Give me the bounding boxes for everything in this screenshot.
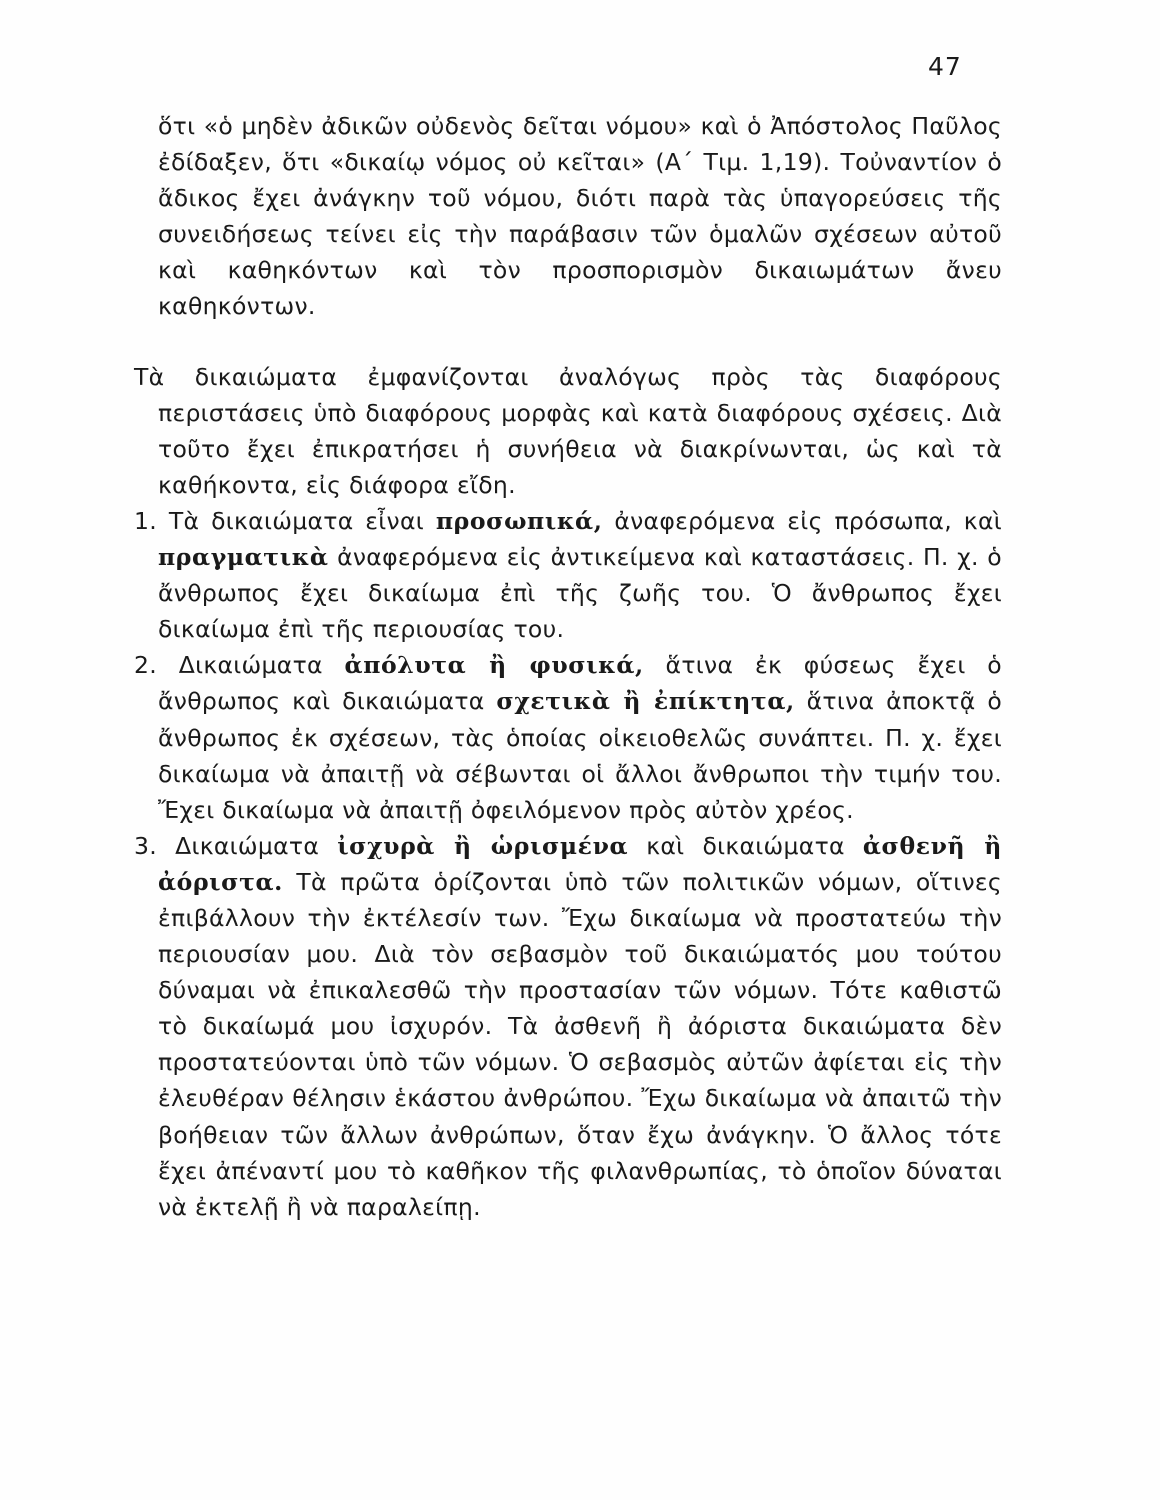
list-item-2-mid: ἅτινα ἐκ φύσεως ἔχει ὁ ἄνθρωπος καὶ δικαιώματα (158, 651, 1002, 716)
list-item-3 (134, 828, 1002, 1225)
page-body (134, 108, 1003, 1225)
list-item-3-lead: 3. Δικαιώματα (134, 831, 338, 860)
term-strong-defined: ἰσχυρὰ ἢ ὡρισμένα (337, 831, 629, 860)
list-item-2-rest: ἅτινα ἀποκτᾷ ὁ ἄνθρωπος ἐκ σχέσεων, τὰς ὁποίας οἰκειοθελῶς συνάπτει. Π. χ. ἔχει δικαίωμα νὰ ἀπαιτῇ νὰ σέβωνται οἱ ἄλλοι ἄνθρωποι τὴν τιμήν του. Ἔχει δικαίωμα νὰ ἀπαιτῇ ὀφειλόμενον πρὸς αὐτὸν χρέος. (158, 687, 1002, 824)
page-number: 47 (928, 52, 962, 81)
paragraph-rights-forms-text: Τὰ δικαιώματα ἐμφανίζονται ἀναλόγως πρὸς τὰς διαφόρους περιστάσεις ὑπὸ διαφόρους μορφὰς καὶ κατὰ διαφόρους σχέσεις. Διὰ τοῦτο ἔχει ἐπικρατήσει ἡ συνήθεια νὰ διακρίνωνται, ὡς καὶ τὰ καθήκοντα, εἰς διάφορα εἴδη. (134, 362, 1002, 499)
paragraph-continuation: ὅτι «ὁ μηδὲν ἀδικῶν οὐδενὸς δεῖται νόμου» καὶ ὁ Ἀπόστολος Παῦλος ἐδίδαξεν, ὅτι «δικαίῳ νόμος οὐ κεῖται» (Α΄ Τιμ. 1,19). Τοὐναντίον ὁ ἄδικος ἔχει ἀνάγκην τοῦ νόμου, διότι παρὰ τὰς ὑπαγορεύσεις τῆς συνειδήσεως τείνει εἰς τὴν παράβασιν τῶν ὁμαλῶν σχέσεων αὐτοῦ καὶ καθηκόντων καὶ τὸν προσπορισμὸν δικαιωμάτων ἄνευ καθηκόντων. (158, 112, 1002, 321)
list-item-1-lead: 1. Τὰ δικαιώματα εἶναι (134, 506, 436, 535)
term-absolute-natural: ἀπόλυτα ἢ φυσικά, (344, 651, 644, 680)
list-item-1 (134, 503, 1003, 647)
list-item-2 (134, 647, 1002, 827)
list-item-3-rest: Τὰ πρῶτα ὁρίζονται ὑπὸ τῶν πολιτικῶν νόμων, οἵτινες ἐπιβάλλουν τὴν ἐκτέλεσίν των. Ἔχω δικαίωμα νὰ προστατεύω τὴν περιουσίαν μου. Διὰ τὸν σεβασμὸν τοῦ δικαιώματός μου τούτου δύναμαι νὰ ἐπικαλεσθῶ τὴν προστασίαν τῶν νόμων. Τότε καθιστῶ τὸ δικαίωμά μου ἰσχυρόν. Τὰ ἀσθενῆ ἢ ἀόριστα δικαιώματα δὲν προστατεύονται ὑπὸ τῶν νόμων. Ὁ σεβασμὸς αὐτῶν ἀφίεται εἰς τὴν ἐλευθέραν θέλησιν ἑκάστου ἀνθρώπου. Ἔχω δικαίωμα νὰ ἀπαιτῶ τὴν βοήθειαν τῶν ἄλλων ἀνθρώπων, ὅταν ἔχω ἀνάγκην. Ὁ ἄλλος τότε ἔχει ἀπέναντί μου τὸ καθῆκον τῆς φιλανθρωπίας, τὸ ὁποῖον δύναται νὰ ἐκτελῇ ἢ νὰ παραλείπῃ. (158, 867, 1002, 1221)
list-item-3-mid: καὶ δικαιώματα (628, 831, 863, 860)
paragraph-rights-forms (134, 359, 1002, 503)
list-item-1-mid: ἀναφερόμενα εἰς πρόσωπα, καὶ (602, 506, 1003, 535)
term-weak-undefined: ἀσθενῆ ἢ ἀόριστα. (158, 831, 1002, 896)
term-personal: προσωπικά, (435, 506, 603, 535)
list-item-2-lead: 2. Δικαιώματα (134, 651, 345, 680)
term-real: πραγματικὰ (158, 543, 329, 572)
list-item-1-rest: ἀναφερόμενα εἰς ἀντικείμενα καὶ καταστάσεις. Π. χ. ὁ ἄνθρωπος ἔχει δικαίωμα ἐπὶ τῆς ζωῆς του. Ὁ ἄνθρωπος ἔχει δικαίωμα ἐπὶ τῆς περιουσίας του. (158, 543, 1002, 644)
paragraph-gap (158, 325, 1002, 359)
term-relative-acquired: σχετικὰ ἢ ἐπίκτητα, (496, 687, 795, 716)
